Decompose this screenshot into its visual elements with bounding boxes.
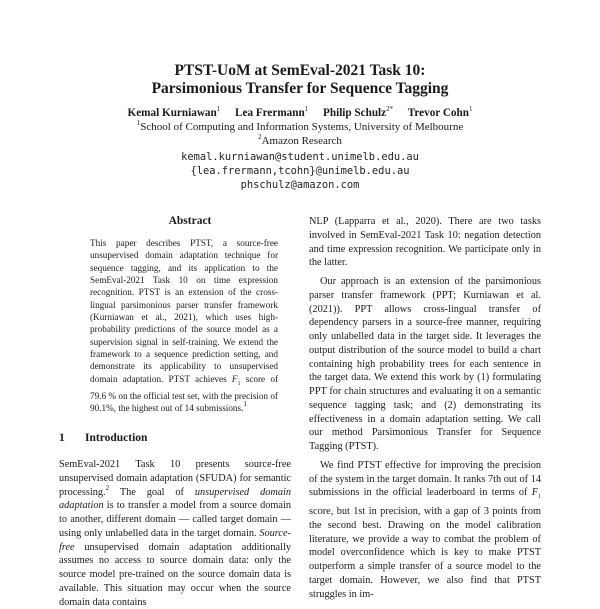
- author-affil-mark: 2*: [386, 105, 394, 113]
- right-column-body: [309, 215, 541, 601]
- f1-subscript: 1: [538, 494, 541, 501]
- intro-emphasis: Source-free: [59, 527, 291, 553]
- title-line-2: Parsimonious Transfer for Sequence Tagging: [151, 80, 449, 97]
- author-name: Trevor Cohn: [407, 107, 469, 119]
- author-affil-mark: 1: [304, 105, 309, 113]
- section-title: Introduction: [85, 432, 148, 444]
- affiliation-1: [0, 121, 600, 134]
- author-list: [0, 106, 600, 120]
- footnote-mark: 2: [105, 483, 110, 492]
- affiliation-2: [0, 135, 600, 148]
- abstract-text: This paper describes PTST, a source-free unsupervised domain adaptation technique for sequence tagging, and its application to the SemEval-2021 Task 10 on time expression recognition. PTST is an extension of the cross-lingual parsimonious parser transfer framework (Kurniawan et al., 2021), which uses high-probability predictions of the source model as a supervision signal in self-training. We extend the framework to a sequence prediction setting, and demonstrate its applicability to unsupervised domain adaptation. PTST achieves: [90, 238, 278, 384]
- f1-symbol: F: [231, 373, 238, 384]
- f1-subscript: 1: [237, 380, 241, 387]
- paragraph: Our approach is an extension of the parsimonious parser transfer framework (PPT; Kurniawan et al. (2021)). PPT allows cross-lingual transfer of dependency parsers in a source-free manner, requiring only unlabelled data in the target side. It leverages the output distribution of the source model to build a chart containing high probability trees for each sentence in the target data. We extend this work by (1) formulating PPT for chain structures and evaluating it on a semantic sequence tagging task; and (2) demonstrating its effectiveness in a domain adaptation setting. We call our method Parsimonious Transfer for Sequence Tagging (PTST).: [309, 276, 541, 452]
- abstract-text-end: score of 79.6 % on the official test set, with the precision of 90.1%, the highest out of 14 submissions.: [90, 373, 279, 414]
- section-heading-introduction: [59, 432, 147, 444]
- paragraph: NLP (Lapparra et al., 2020). There are two tasks involved in SemEval-2021 Task 10: negation detection and time expression recognition. We participate only in the latter.: [309, 216, 541, 269]
- author-affil-mark: 1: [216, 105, 221, 113]
- author-name: Lea Frermann: [235, 107, 305, 119]
- email-2: {lea.frermann,tcohn}@unimelb.edu.au: [190, 165, 410, 177]
- introduction-body: [59, 458, 291, 609]
- footnote-mark: 1: [243, 400, 247, 409]
- author-name: Kemal Kurniawan: [127, 107, 217, 119]
- author-affil-mark: 1: [468, 105, 473, 113]
- intro-text: unsupervised domain adaptation additionally assumes no access to source domain data: only the source model pre-trained on the source domain data is available. This situation may occur when the source domain data contains: [59, 541, 291, 608]
- title-line-1: PTST-UoM at SemEval-2021 Task 10:: [174, 62, 426, 79]
- paragraph-text: score, but 1st in precision, with a gap of 3 points from the second best. Drawing on the model calibration literature, we provide a way to combat the problem of model overconfidence which is key to make PTST outperform a simple transfer of a source model to the target domain. However, we also find that PTST struggles in im-: [309, 506, 541, 600]
- paper-title: [0, 62, 600, 98]
- f1-symbol: F: [531, 487, 538, 499]
- email-1: kemal.kurniawan@student.unimelb.edu.au: [181, 151, 419, 163]
- author-name: Philip Schulz: [323, 107, 387, 119]
- affiliation-mark: 2: [258, 133, 262, 141]
- abstract-body: [90, 237, 278, 415]
- email-3: phschulz@amazon.com: [240, 179, 360, 191]
- section-number: 1: [59, 432, 65, 444]
- intro-text: The goal of: [109, 486, 195, 498]
- paragraph-text: We find PTST effective for improving the precision of the system in the target domain. It ranks 7th out of 14 submissions in the official leaderboard in terms of: [309, 459, 541, 499]
- paragraph: [309, 459, 541, 602]
- intro-text: is to transfer a model from a source domain to another, different domain — called target domain — using only unlabelled data in the target domain.: [59, 500, 291, 539]
- abstract-heading: Abstract: [168, 215, 212, 227]
- intro-emphasis: unsupervised domain adaptation: [59, 486, 291, 512]
- intro-text: SemEval-2021 Task 10 presents source-free unsupervised domain adaptation (SFUDA) for semantic processing.: [59, 459, 291, 498]
- affiliation-text: Amazon Research: [261, 135, 342, 147]
- affiliation-text: School of Computing and Information Systems, University of Melbourne: [140, 121, 464, 133]
- affiliation-mark: 1: [136, 119, 141, 127]
